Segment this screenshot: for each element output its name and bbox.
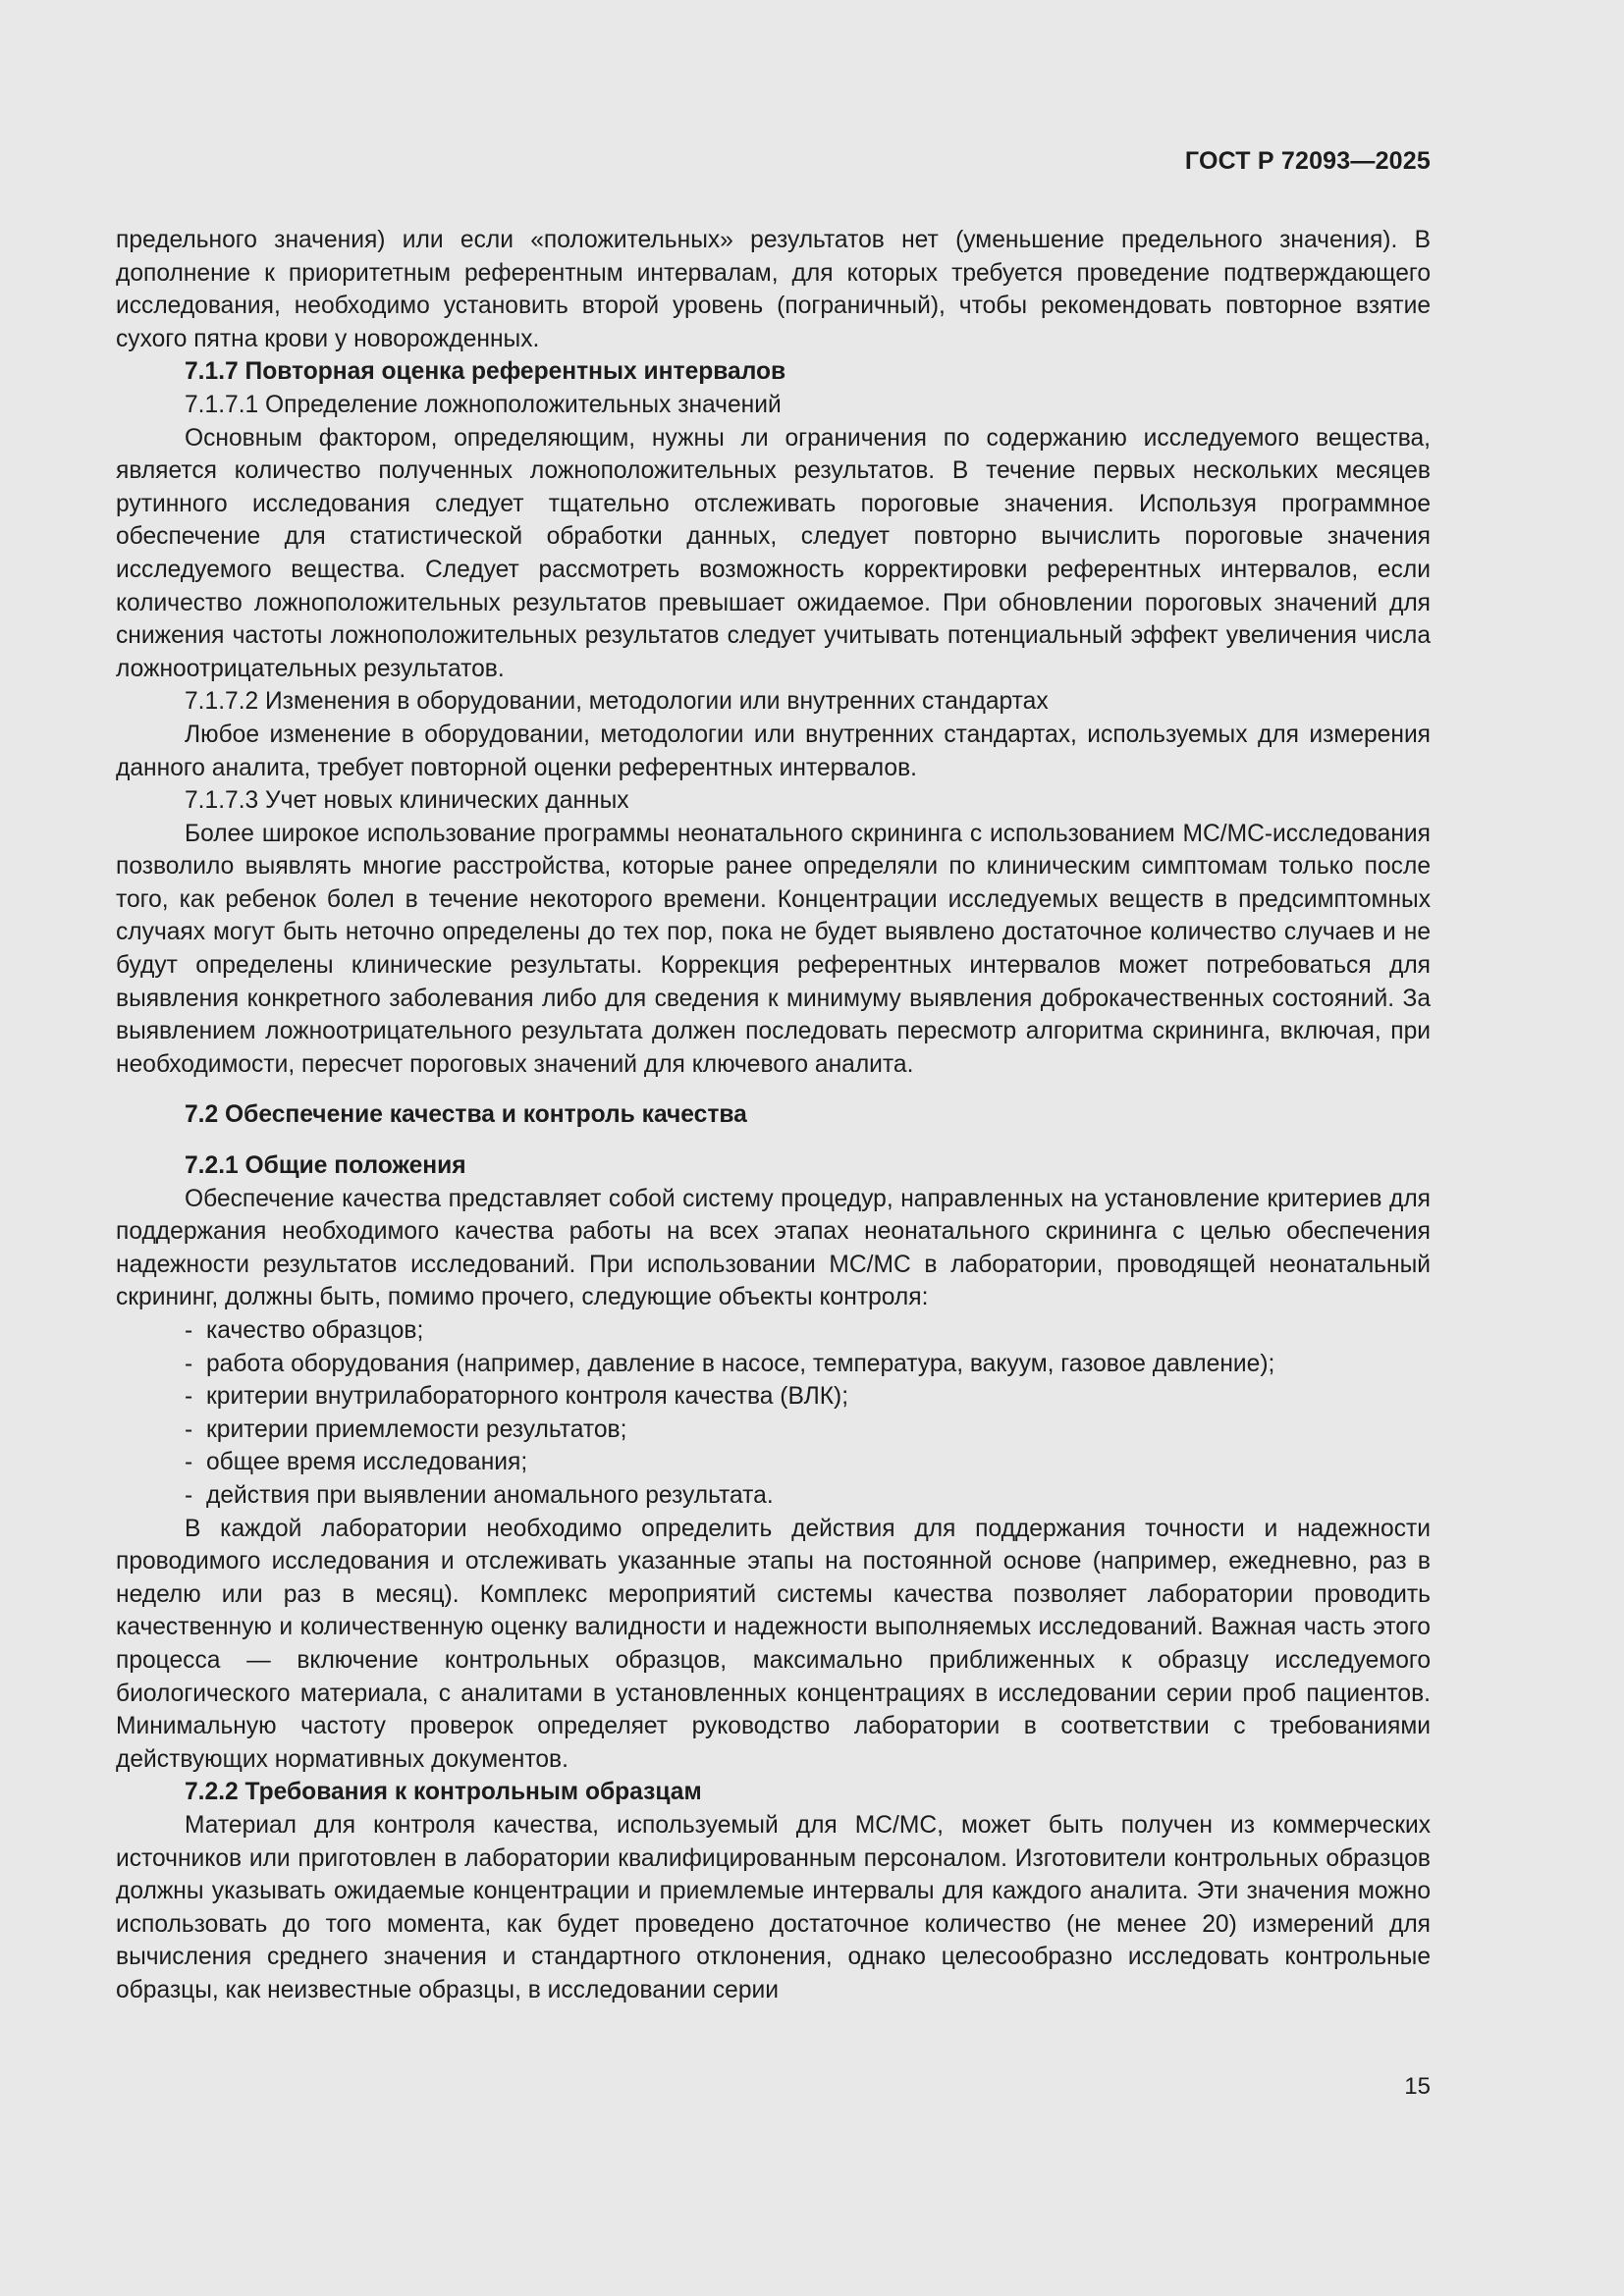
paragraph-7-1-7-3: Более широкое использование программы неонатального скрининга с использованием МС/МС-исследования позволило выявлять многие расстройства, которые ранее определяли по клиническим симптомам только после того, как ребенок болел в течение некоторого времени. Концентрации исследуемых веществ в предсимптомных случаях могут быть неточно определены до тех пор, пока не будет выявлено достаточное количество случаев и не будут определены клинические результаты. Коррекция референтных интервалов может потребоваться для выявления конкретного заболевания либо для сведения к минимуму выявления доброкачественных состояний. За выявлением ложноотрицательного результата должен последовать пересмотр алгоритма скрининга, включая, при необходимости, пересчет пороговых значений для ключевого аналита. bbox=[116, 820, 1431, 1078]
heading-7-1-7: 7.1.7 Повторная оценка референтных интервалов bbox=[185, 358, 786, 386]
paragraph-7-1-7-2: Любое изменение в оборудовании, методологии или внутренних стандартах, используемых для измерения данного аналита, требует повторной оценки референтных интервалов. bbox=[116, 721, 1431, 781]
page-number: 15 bbox=[1404, 2073, 1431, 2100]
list-item: - общее время исследования; bbox=[185, 1446, 1431, 1479]
paragraph-7-2-1-actions: В каждой лаборатории необходимо определить действия для поддержания точности и надежности проводимого исследования и отслеживать указанные этапы на постоянной основе (например, ежедневно, раз в неделю или раз в месяц). Комплекс мероприятий системы качества позволяет лаборатории проводить качественную и количественную оценку валидности и надежности выполняемых исследований. Важная часть этого процесса — включение контрольных образцов, максимально приближенных к образцу исследуемого биологического материала, с аналитами в установленных концентрациях в исследовании серии проб пациентов. Минимальную частоту проверок определяет руководство лаборатории в соответствии с требованиями действующих нормативных документов. bbox=[116, 1515, 1431, 1773]
heading-7-2: 7.2 Обеспечение качества и контроль качества bbox=[185, 1101, 747, 1129]
list-item: - критерии приемлемости результатов; bbox=[185, 1414, 1431, 1447]
heading-7-2-1: 7.2.1 Общие положения bbox=[185, 1152, 466, 1180]
paragraph-continuation: предельного значения) или если «положительных» результатов нет (уменьшение предельного значения). В дополнение к приоритетным референтным интервалам, для которых требуется проведение подтверждающего исследования, необходимо установить второй уровень (пограничный), чтобы рекомендовать повторное взятие сухого пятна крови у новорожденных. bbox=[116, 227, 1431, 352]
subheading-7-1-7-1: 7.1.7.1 Определение ложноположительных значений bbox=[185, 391, 782, 418]
heading-7-2-2: 7.2.2 Требования к контрольным образцам bbox=[185, 1779, 702, 1806]
control-objects-list bbox=[116, 1314, 1431, 1513]
subheading-7-1-7-2: 7.1.7.2 Изменения в оборудовании, методологии или внутренних стандартах bbox=[185, 688, 1049, 716]
list-item: - действия при выявлении аномального результата. bbox=[185, 1479, 1431, 1513]
list-item: - критерии внутрилабораторного контроля качества (ВЛК); bbox=[185, 1380, 1431, 1414]
paragraph-7-2-2: Материал для контроля качества, используемый для МС/МС, может быть получен из коммерческих источников или приготовлен в лаборатории квалифицированным персоналом. Изготовители контрольных образцов должны указывать ожидаемые концентрации и приемлемые интервалы для каждого аналита. Эти значения можно использовать до того момента, как будет проведено достаточное количество (не менее 20) измерений для вычисления среднего значения и стандартного отклонения, однако целесообразно исследовать контрольные образцы, как неизвестные образцы, в исследовании серии bbox=[116, 1811, 1431, 2003]
page-content bbox=[116, 224, 1431, 2006]
document-id-header: ГОСТ Р 72093—2025 bbox=[1184, 147, 1431, 175]
list-item: - качество образцов; bbox=[185, 1314, 1431, 1348]
subheading-7-1-7-3: 7.1.7.3 Учет новых клинических данных bbox=[185, 787, 629, 815]
paragraph-7-2-1: Обеспечение качества представляет собой систему процедур, направленных на установление критериев для поддержания необходимого качества работы на всех этапах неонатального скрининга с целью обеспечения надежности результатов исследований. При использовании МС/МС в лаборатории, проводящей неонатальный скрининг, должны быть, помимо прочего, следующие объекты контроля: bbox=[116, 1185, 1431, 1311]
list-item: - работа оборудования (например, давление в насосе, температура, вакуум, газовое давление); bbox=[185, 1348, 1431, 1381]
paragraph-7-1-7-1: Основным фактором, определяющим, нужны ли ограничения по содержанию исследуемого вещества, является количество полученных ложноположительных результатов. В течение первых нескольких месяцев рутинного исследования следует тщательно отслеживать пороговые значения. Используя программное обеспечение для статистической обработки данных, следует повторно вычислить пороговые значения исследуемого вещества. Следует рассмотреть возможность корректировки референтных интервалов, если количество ложноположительных результатов превышает ожидаемое. При обновлении пороговых значений для снижения частоты ложноположительных результатов следует учитывать потенциальный эффект увеличения числа ложноотрицательных результатов. bbox=[116, 424, 1431, 682]
